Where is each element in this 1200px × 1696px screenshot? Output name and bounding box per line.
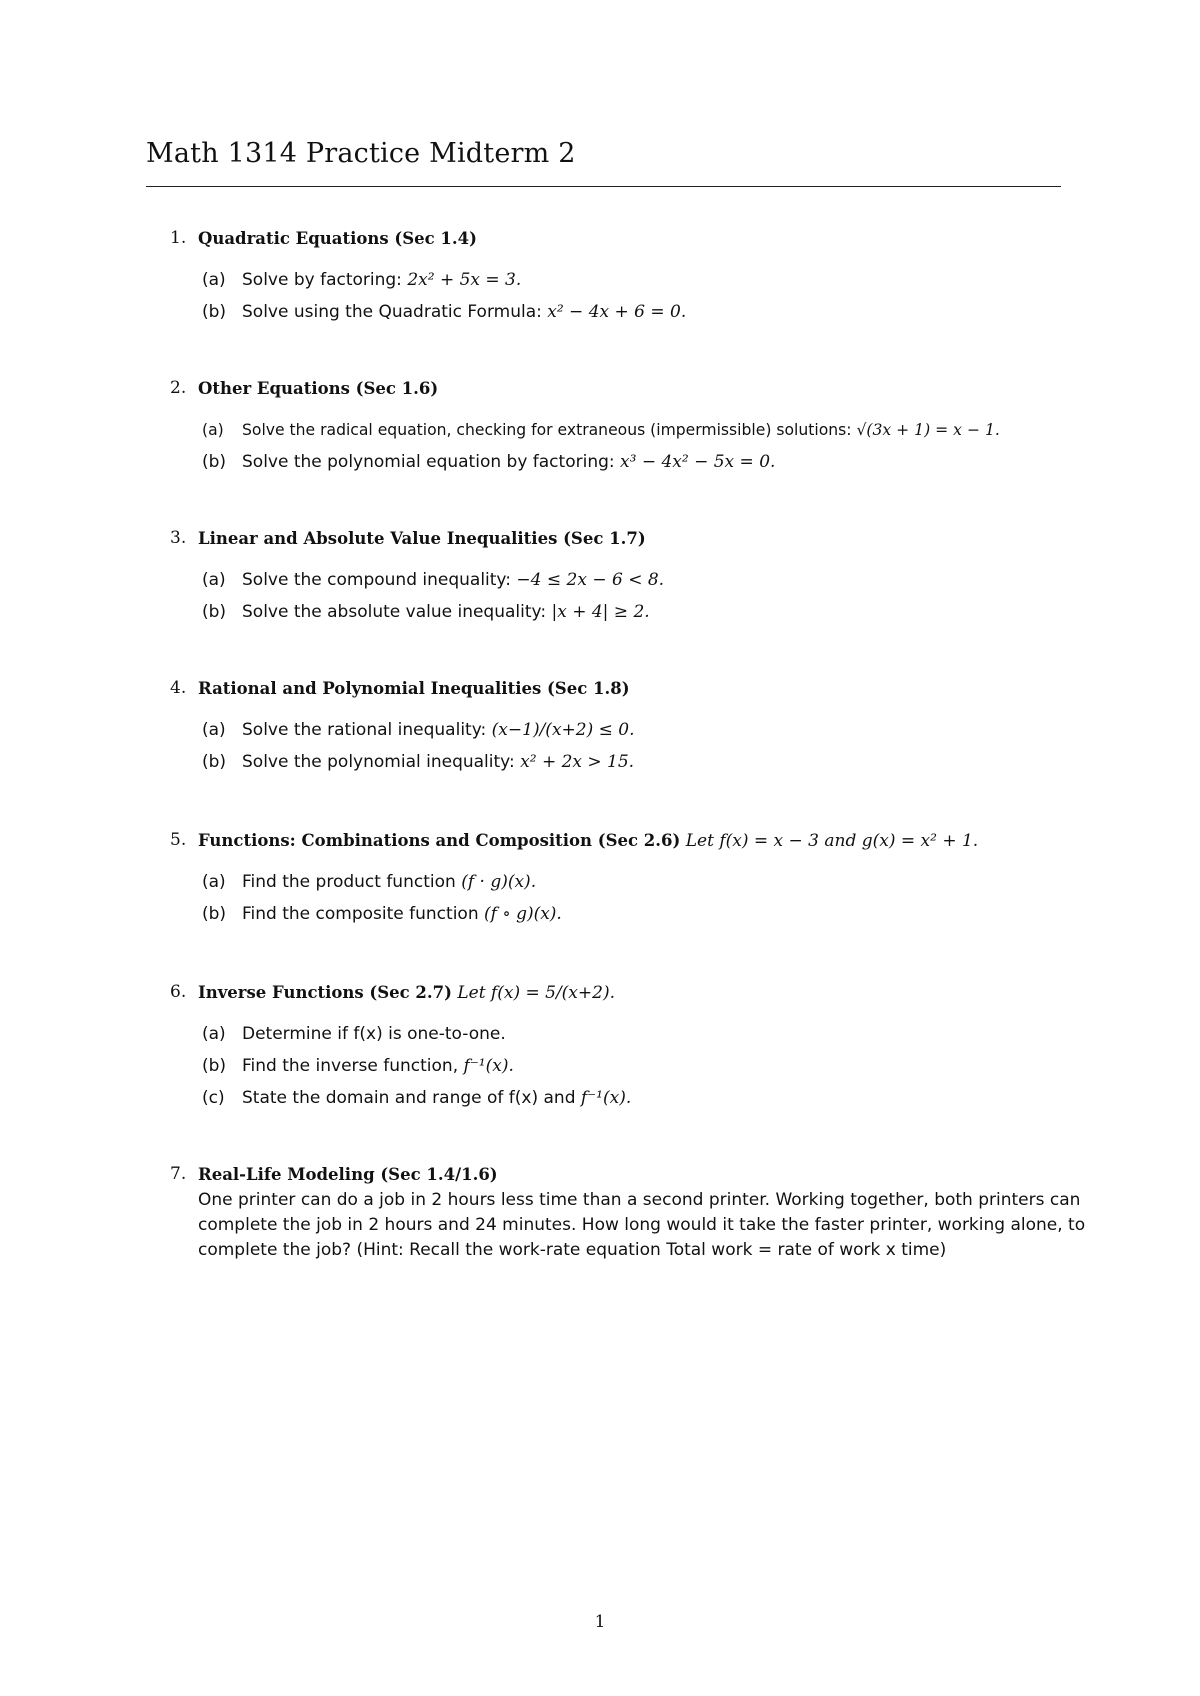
- part-math: (f ∘ g)(x).: [484, 904, 562, 924]
- problem-number: 3.: [170, 528, 187, 548]
- part-text: Solve the compound inequality:: [242, 570, 511, 590]
- problem-parts: [170, 866, 1070, 930]
- part-text: Find the composite function: [242, 904, 479, 924]
- part-text: State the domain and range of f(x) and: [242, 1088, 576, 1108]
- part-math: f⁻¹(x).: [580, 1088, 632, 1108]
- problem-5: [170, 828, 1070, 930]
- problem-1: [170, 226, 1070, 328]
- problem-2: [170, 376, 1070, 478]
- problem-part: [198, 446, 1070, 478]
- part-math: f⁻¹(x).: [463, 1056, 514, 1076]
- part-math: −4 ≤ 2x − 6 < 8.: [516, 570, 665, 590]
- problem-header: [170, 1162, 1070, 1188]
- part-label: (a): [202, 1024, 226, 1044]
- problem-part: [198, 264, 1070, 296]
- problem-title: Rational and Polynomial Inequalities (Sec 1.8): [198, 679, 630, 698]
- part-text: Find the inverse function,: [242, 1056, 459, 1076]
- problem-lead: Let f(x) = 5/(x+2).: [457, 983, 615, 1003]
- part-label: (b): [202, 602, 227, 622]
- part-text: Solve by factoring:: [242, 270, 402, 290]
- problem-header: [170, 226, 1070, 252]
- part-math: 2x² + 5x = 3.: [407, 270, 522, 290]
- part-label: (a): [202, 421, 224, 439]
- part-text: Solve the radical equation, checking for extraneous (impermissible) solutions:: [242, 421, 852, 439]
- problem-title: Linear and Absolute Value Inequalities (Sec 1.7): [198, 529, 646, 548]
- part-label: (c): [202, 1088, 225, 1108]
- part-text: Find the product function: [242, 872, 456, 892]
- part-text: Solve using the Quadratic Formula:: [242, 302, 542, 322]
- page-title: Math 1314 Practice Midterm 2: [146, 138, 576, 169]
- part-label: (a): [202, 270, 226, 290]
- problem-number: 5.: [170, 830, 187, 850]
- problem-part: [198, 564, 1070, 596]
- part-label: (b): [202, 904, 227, 924]
- problem-header: [170, 980, 1070, 1006]
- problem-part: [198, 596, 1070, 628]
- part-text: Determine if f(x) is one-to-one.: [242, 1024, 506, 1044]
- problem-title: Real-Life Modeling (Sec 1.4/1.6): [198, 1165, 498, 1184]
- problem-title: Inverse Functions (Sec 2.7): [198, 983, 452, 1002]
- problem-part: [198, 1018, 1070, 1050]
- part-math: √(3x + 1) = x − 1.: [856, 421, 1000, 439]
- problem-part: [198, 296, 1070, 328]
- part-math: x³ − 4x² − 5x = 0.: [620, 452, 776, 472]
- part-label: (a): [202, 872, 226, 892]
- part-label: (b): [202, 452, 227, 472]
- problem-header: [170, 526, 1070, 552]
- problem-lead: Let f(x) = x − 3 and g(x) = x² + 1.: [685, 831, 979, 851]
- part-label: (a): [202, 570, 226, 590]
- title-divider: [146, 186, 1061, 187]
- problem-title: Other Equations (Sec 1.6): [198, 379, 439, 398]
- problem-part: [198, 714, 1070, 746]
- part-math: x² + 2x > 15.: [520, 752, 635, 772]
- part-math: (x−1)/(x+2) ≤ 0.: [491, 720, 635, 740]
- part-label: (b): [202, 752, 227, 772]
- problem-number: 4.: [170, 678, 187, 698]
- problem-part: [198, 746, 1070, 778]
- problem-parts: [170, 264, 1070, 328]
- part-label: (a): [202, 720, 226, 740]
- problem-header: [170, 376, 1070, 402]
- problem-part: [198, 898, 1070, 930]
- problem-4: [170, 676, 1070, 778]
- part-text: Solve the absolute value inequality:: [242, 602, 547, 622]
- problem-parts: [170, 1018, 1070, 1114]
- problem-6: [170, 980, 1070, 1114]
- part-text: Solve the polynomial inequality:: [242, 752, 515, 772]
- part-label: (b): [202, 1056, 227, 1076]
- problem-part: [198, 1050, 1070, 1082]
- problem-number: 2.: [170, 378, 187, 398]
- part-math: x² − 4x + 6 = 0.: [547, 302, 687, 322]
- problem-number: 7.: [170, 1164, 187, 1184]
- problem-body: One printer can do a job in 2 hours less time than a second printer. Working together, both printers can complete the job in 2 hours and 24 minutes. How long would it take the faster printer, working alone, to complete the job? (Hint: Recall the work-rate equation Total work = rate of work x time): [198, 1190, 1086, 1260]
- page-number: 1: [594, 1612, 606, 1632]
- part-math: (f · g)(x).: [461, 872, 537, 892]
- problem-3: [170, 526, 1070, 628]
- problem-part: [198, 1082, 1070, 1114]
- part-text: Solve the rational inequality:: [242, 720, 487, 740]
- problem-title: Quadratic Equations (Sec 1.4): [198, 229, 477, 248]
- problem-header: [170, 828, 1070, 854]
- problem-number: 1.: [170, 228, 187, 248]
- problem-part: [198, 414, 1070, 446]
- problem-parts: [170, 714, 1070, 778]
- problem-7: [170, 1162, 1086, 1263]
- problem-header: [170, 676, 1070, 702]
- problem-part: [198, 866, 1070, 898]
- problem-parts: [170, 414, 1070, 478]
- problem-title: Functions: Combinations and Composition (Sec 2.6): [198, 831, 681, 850]
- problem-parts: [170, 564, 1070, 628]
- part-label: (b): [202, 302, 227, 322]
- part-text: Solve the polynomial equation by factoring:: [242, 452, 615, 472]
- part-math: |x + 4| ≥ 2.: [551, 602, 650, 622]
- problem-number: 6.: [170, 982, 187, 1002]
